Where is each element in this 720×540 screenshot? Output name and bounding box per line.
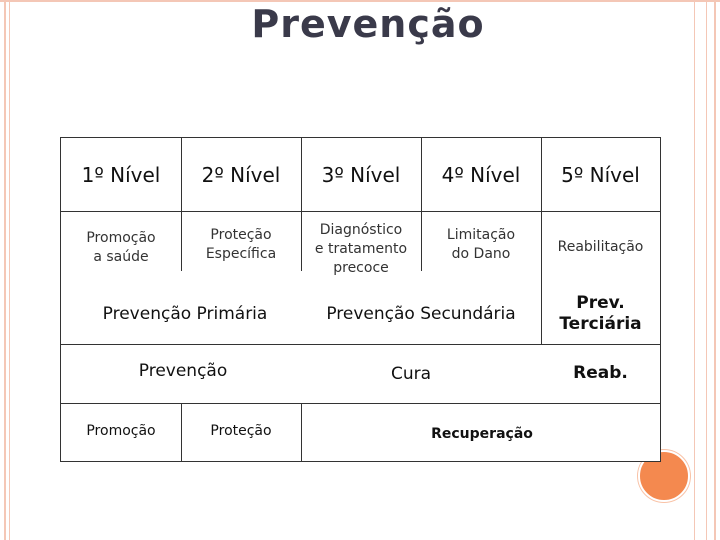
level-1-cell: 1º Nível: [81, 162, 161, 187]
level-3-cell: 3º Nível: [321, 162, 401, 187]
action-diagnostico-line3: precoce: [333, 259, 389, 276]
action-limitacao-line2: do Dano: [451, 246, 511, 262]
frame-left-line: [4, 0, 6, 540]
phase-prevencao-cell: Prevenção: [138, 360, 228, 381]
phase-cura-cell: Cura: [390, 363, 432, 384]
action-limitacao-cell: [421, 211, 541, 279]
action-promocao-line1: Promoção: [86, 229, 156, 246]
action-diagnostico-cell: [301, 215, 421, 283]
frame-left-line: [9, 0, 10, 540]
action-reabilitacao-cell: Reabilitação: [557, 239, 644, 255]
prevencao-terciaria-line2: Terciária: [559, 314, 642, 334]
action-protecao-line2: Específica: [205, 246, 277, 262]
action-protecao-cell: [181, 211, 301, 279]
action-diagnostico-line2: e tratamento: [314, 240, 408, 257]
prevencao-primaria-cell: Prevenção Primária: [102, 304, 268, 324]
action-protecao-line1: Proteção: [210, 227, 272, 243]
phase-reab-cell: Reab.: [573, 363, 628, 383]
action-promocao-line2: a saúde: [93, 248, 149, 265]
prevencao-terciaria-cell: [541, 284, 660, 344]
frame-right-line: [706, 0, 707, 540]
frame-right-line: [714, 0, 716, 540]
level-5-cell: 5º Nível: [561, 162, 640, 187]
action-diagnostico-line1: Diagnóstico: [319, 221, 403, 238]
action-promocao-cell: [61, 211, 181, 284]
level-2-cell: 2º Nível: [201, 162, 281, 187]
prevencao-terciaria-line1: Prev.: [576, 293, 625, 313]
col-divider: [301, 403, 302, 461]
slide-title: Prevenção: [251, 2, 485, 46]
level-4-cell: 4º Nível: [441, 162, 521, 187]
outcome-recuperacao-cell: Recuperação: [431, 426, 533, 442]
prevencao-secundaria-cell: Prevenção Secundária: [326, 304, 516, 324]
frame-right-line: [694, 0, 695, 540]
outcome-promocao-cell: Promoção: [86, 423, 156, 439]
outcome-protecao-cell: Proteção: [210, 423, 272, 439]
action-limitacao-line1: Limitação: [446, 227, 516, 243]
prevention-table: [60, 137, 661, 462]
